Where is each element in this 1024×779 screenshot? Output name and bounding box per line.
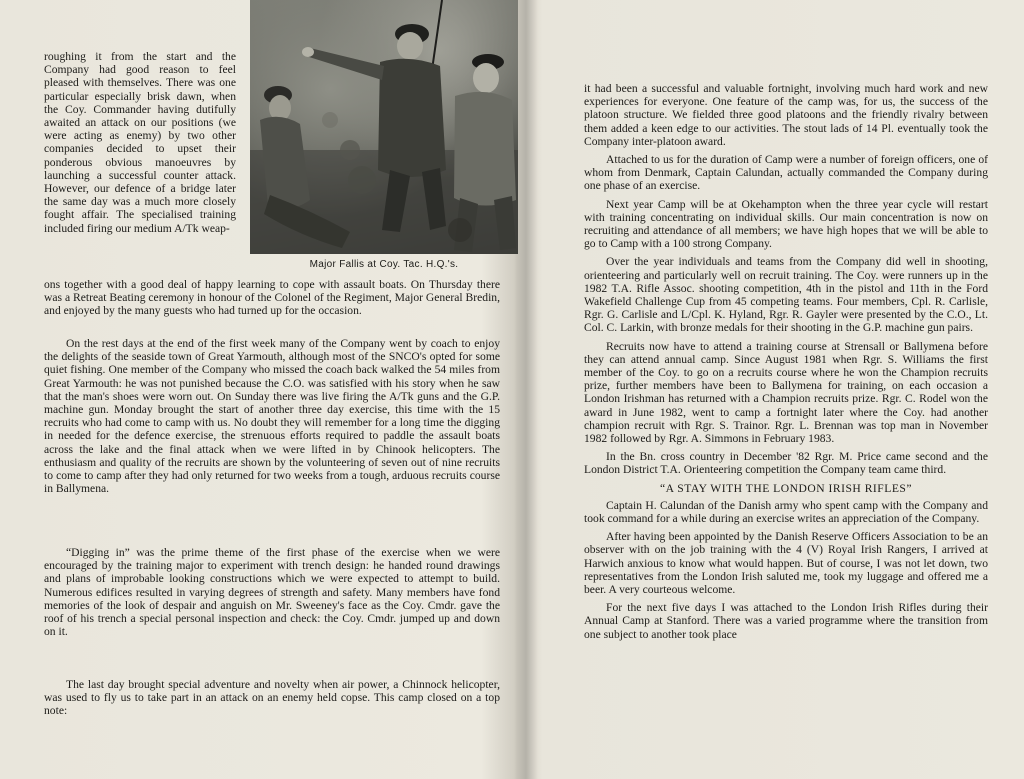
left-paragraph-1-continued: ons together with a good deal of happy learning to cope with assault boats. On Thursday there was a Retreat Beating ceremony in honour of the Colonel of the Regiment, Major General Bredin, and enjoyed by the many guests who had turned up for the occasion. — [44, 278, 500, 318]
photo-caption: Major Fallis at Coy. Tac. H.Q.'s. — [309, 259, 459, 270]
section-heading: “A STAY WITH THE LONDON IRISH RIFLES” — [659, 481, 912, 495]
right-paragraph-6: In the Bn. cross country in December '82 Rgr. M. Price came second and the London District T.A. Orienteering competition the Company team came third. — [584, 450, 988, 477]
left-paragraph-block-3 — [44, 546, 500, 638]
right-column — [584, 82, 988, 646]
right-paragraph-7: Captain H. Calundan of the Danish army who spent camp with the Company and took command for a while during an exercise writes an appreciation of the Company. — [584, 498, 988, 525]
soldiers-photo — [250, 0, 518, 254]
left-paragraph-4: The last day brought special adventure and novelty when air power, a Chinnock helicopter, was used to fly us to take part in an attack on an enemy held copse. This camp closed on a top note: — [44, 678, 500, 718]
left-paragraph-block-2 — [44, 337, 500, 495]
right-paragraph-2: Attached to us for the duration of Camp were a number of foreign officers, one of whom from Denmark, Captain Calundan, actually commanded the Company during one phase of an exercise. — [584, 153, 988, 193]
left-paragraph-3: “Digging in” was the prime theme of the first phase of the exercise when we were encouraged by the training major to experiment with trench design: he handed round drawings and plans of improbable looking constructions which we were expected to attempt to build. Numerous edifices resulted in varying degrees of strength and safety. Many members have fond memories of the look of despair and anguish on Mr. Sweeney's face as the Coy. Cmdr. gave the roof of his trench a special personal inspection and check: the Coy. Cmdr. jumped up and down on it. — [44, 546, 500, 639]
left-continuation-block — [44, 278, 500, 318]
right-page — [536, 0, 1024, 779]
right-paragraph-8: After having been appointed by the Danish Reserve Officers Association to be an observer with on the job training with the 4 (V) Royal Irish Rangers, I arrived at Harwich anxious to know what would happen. But of course, I was not let down, two representatives from the London Irish saluted me, took my luggage and offered me a beer. A very courteous welcome. — [584, 530, 988, 596]
right-paragraph-5: Recruits now have to attend a training course at Strensall or Ballymena before they can attend annual camp. Since August 1981 when Rgr. S. Williams the first member of the Coy. to go on a recruits course where he won the Champion recruits prize, further members have been to Ballymena for training, on each occasion a London Irishman has returned with a Champion recruits prize. Rgr. C. Rodel won the award in June 1982, went to camp a fortnight later where the Coy. had another champion recruit with Rgr. S. Trainor. Rgr. L. Brennan was top man in November 1982 followed by Rgr. A. Simmons in February 1983. — [584, 339, 988, 446]
left-paragraph-2: On the rest days at the end of the first week many of the Company went by coach to enjoy the delights of the seaside town of Great Yarmouth, although most of the SNCO's opted for some quiet fishing. One member of the Company who missed the coach back walked the 54 miles from Great Yarmouth: he was not punished because the C.O. was satisfied with his story when he saw that the man's shoes were worn out. On Sunday there was live firing the A/Tk guns and the G.P. machine gun. Monday brought the start of another three day exercise, this time with the 15 recruits who had come to camp with us. No doubt they will remember for a long time the digging in needed for the defence exercise, the strenuous efforts required to paddle the assault boats across the lake and the final attack when we were lifted in by Chinook helicopters. The enthusiasm and quality of the recruits are shown by the volunteering of seven out of nine recruits to come to camp after they had only returned for two weeks from a tough, arduous recruits course in Ballymena. — [44, 337, 500, 496]
left-paragraph-block-4 — [44, 678, 500, 718]
left-wrap-text: roughing it from the start and the Company had good reason to feel pleased with themselves. There was one particular especially brisk dawn, when the Coy. Commander having dutifully awaited an attack on our positions (we were acting as enemy) by two other companies decided to upset their ponderous obvious manoeuvres by launching a successful counter attack. However, our defence of a bridge later the same day was a much more closely fought affair. The specialised training included firing our medium A/Tk weap- — [44, 50, 236, 235]
soldiers-illustration — [250, 0, 518, 254]
right-paragraph-9: For the next five days I was attached to the London Irish Rifles during their Annual Camp at Stanford. There was a varied programme where the transition from one subject to another took place — [584, 601, 988, 641]
right-paragraph-4: Over the year individuals and teams from the Company did well in shooting, orienteering and particularly well on recruit training. The Coy. were runners up in the 1982 T.A. Rifle Assoc. shooting competition, 4th in the pistol and 11th in the Ford Wakefield Challenge Cup from 45 competing teams. Four members, Cpl. R. Carlisle, Rgr. G. Carlisle and L/Cpl. K. Hyland, Rgr. R. Gayler were presented by the C.O., Lt. Col. C. Larkin, with bronze medals for their shooting in the G.P. machine gun pairs. — [584, 255, 988, 335]
right-paragraph-3: Next year Camp will be at Okehampton when the three year cycle will restart with training concentrating on individual skills. Our main concentration is now on recruiting and attendance of all members; we have high hopes that we will be able to go to Camp with a 100 strong Company. — [584, 197, 988, 251]
right-paragraph-1: it had been a successful and valuable fortnight, involving much hard work and new experiences for everyone. One feature of the camp was, for us, the success of the platoon structure. We fielded three good platoons and the friendly rivalry between them added a keen edge to our activities. The stout lads of 14 Pl. eventually took the Company inter-platoon award. — [584, 82, 988, 148]
